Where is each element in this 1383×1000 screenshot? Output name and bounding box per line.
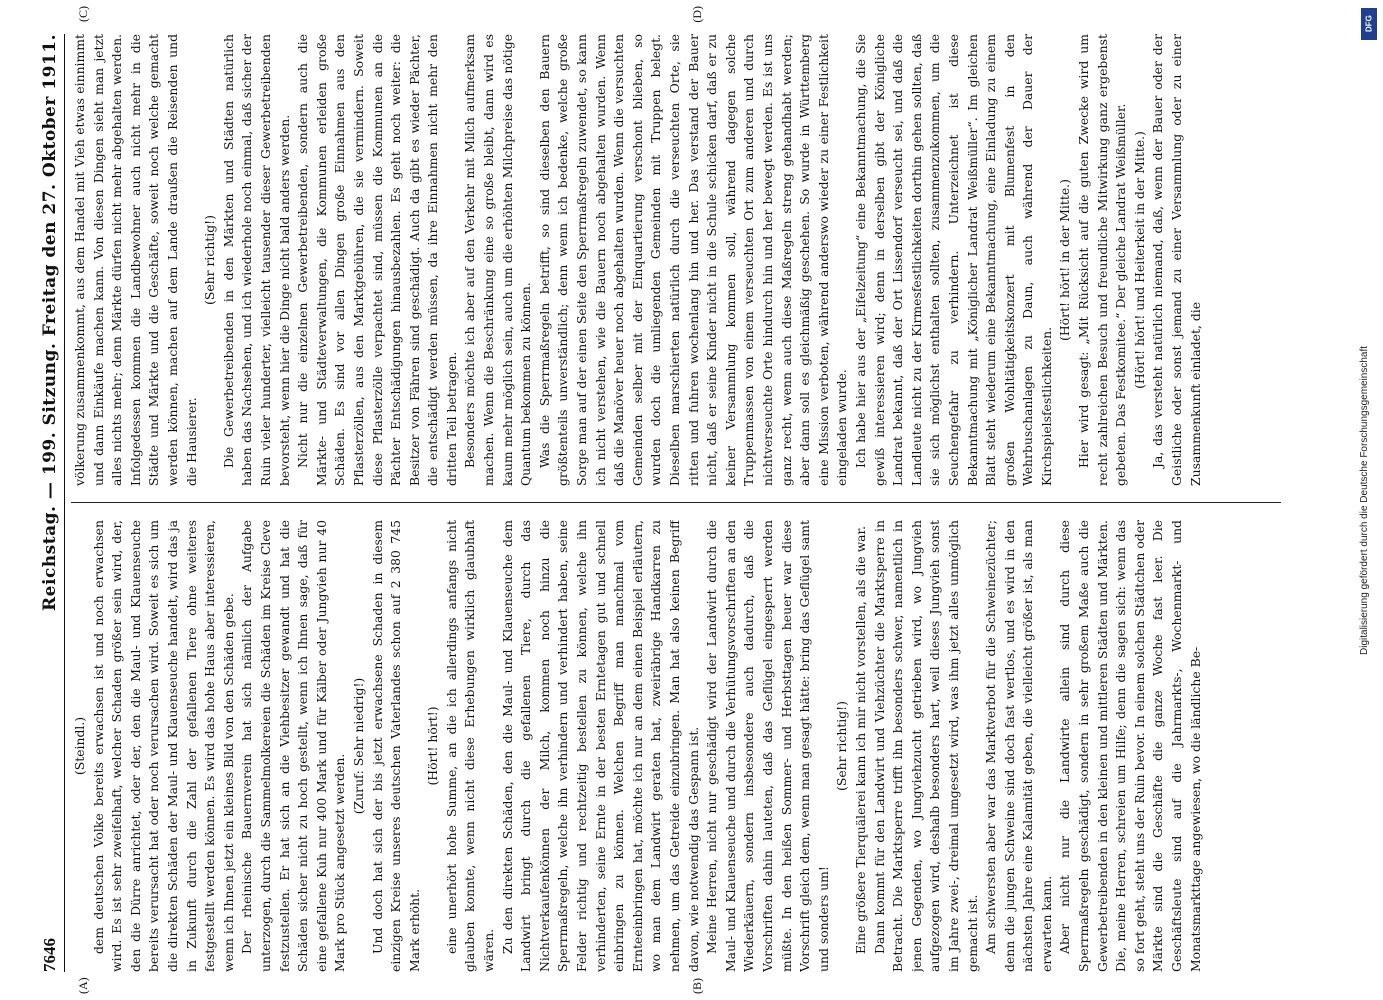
margin-marker-c: (C) — [76, 6, 90, 22]
left-column-paragraph: (Zuruf: Sehr niedrig!) — [350, 677, 366, 815]
digitization-note: Digitalisierung gefördert durch die Deutsche Forschungsgemeinschaft — [1359, 345, 1370, 655]
left-column-paragraph: Eine größere Tierquälerei kann ich mir nicht vorstellen, als die war. — [852, 525, 868, 954]
page-title: Reichstag. — 199. Sitzung. Freitag den 27. Oktober 1911. — [40, 34, 60, 611]
text-columns — [71, 34, 1281, 972]
left-column-paragraph: (Sehr richtig!) — [834, 701, 850, 791]
left-column-paragraph: Und doch hat sich der bis jetzt erwachsene Schaden in diesem einzigen Kreise unseres deutschen Vaterlandes schon auf 2 380 745 Mark erhöht. — [369, 520, 422, 972]
left-column-paragraph: Am schwersten aber war das Marktverbot für die Schweinezüchter; denn die jungen Schweine sind doch fast wertlos, und es wird in den nächsten Jahre eine Kalamität geben, die vielleicht größer ist, als man erwarten kann. — [983, 520, 1054, 972]
margin-marker-b: (B) — [690, 978, 704, 994]
right-column-paragraph: Nicht nur die einzelnen Gewerbetreibenden, sondern auch die Märkte- und Städteverwaltungen, die Kommunen erleiden große Schäden. Es sind vor allen Dingen große Einnahmen aus den Pflasterzöllen, aus den Marktgebühren, die sie vermindern. Soweit diese Pflasterzölle verpachtet sind, müssen die Kommunen an die Pächter Entschädigungen hinausbezahlen. Es geht noch weiter: die Besitzer von Fähren sind geschädigt. Auch da gibt es wieder Pächter, die entschädigt werden müssen, da ihre Einnahmen nicht mehr den dritten Teil betragen. — [295, 34, 459, 486]
right-column-paragraph: Ja, das versteht natürlich niemand, daß, wenn der Bauer oder der Geistliche oder sonst jemand zu einer Versammlung oder zu einer Zusammenkunft einladet, die — [1150, 34, 1203, 486]
margin-marker-d: (D) — [690, 6, 704, 23]
left-column-paragraph: dem deutschen Volke bereits erwachsen ist und noch erwachsen wird. Es ist sehr zweifelhaft, welcher Schaden größer sein wird, der, den die Dürre anrichtet, oder der, den die Maul- und Klauenseuche bereits verursacht hat oder noch verursachen wird. Soweit es sich um die direkten Schäden der Maul- und Klauenseuche handelt, wird das ja in Zukunft durch die Zahl der gefallenen Tiere ohne weiteres festgestellt werden können. Es wird das hohe Haus aber interessieren, wenn ich Ihnen jetzt ein kleines Bild von den Schäden gebe. — [90, 520, 236, 972]
left-column-paragraph: (Hört! hört!) — [425, 706, 441, 786]
right-column-paragraph: völkerung zusammenkommt, aus dem Handel mit Vieh etwas einnimmt und dann Einkäufe machen kann. Von diesen Dingen sieht man jetzt alles nichts mehr; denn Märkte dürfen nicht mehr abgehalten werden. Infolgedessen kommen die Landbewohner auch nicht mehr in die Städte und Märkte und die Geschäfte, soweit noch welche gemacht werden können, machen auf dem Lande draußen die Reisenden und die Hausierer. — [72, 34, 199, 486]
left-column-paragraph: Dann kommt für den Landwirt und Viehzüchter die Marktsperre in Betracht. Die Marktsperre trifft ihn besonders schwer, namentlich in jenen Gegenden, wo Jungviehzucht getrieben wird, wo Jungvieh aufgezogen wird, deshalb besonders hart, weil dieses Jungvieh sonst im Jahre zwei-, dreimal umgesetzt wird, was ihm jetzt alles unmöglich gemacht ist. — [871, 520, 980, 972]
left-column-paragraph: Der rheinische Bauernverein hat sich nämlich der Aufgabe unterzogen, durch die Sammelmolkereien die Schäden im Kreise Cleve festzustellen. Er hat sich an die Viehbesitzer gewandt und hat die Schäden sicher nicht zu hoch gestellt, wenn ich Ihnen sage, daß für eine gefallene Kuh nur 400 Mark und für Kälber oder Jungvieh nur 40 Mark pro Stück angesetzt werden. — [239, 520, 348, 972]
right-column-paragraph: Was die Sperrmaßregeln betrifft, so sind dieselben den Bauern größtenteils unverständlich; denn wenn ich bedenke, welche große Sorge man auf der einen Seite den Sperrmaßregeln zuwendet, so kann ich nicht verstehen, wie die Bauern noch abgehalten wurden. Wenn daß die Manöver heuer noch abgehalten wurden. Wenn die versuchten Gemeinden selber mit der Einquartierung verschont blieben, so wurden doch die umliegenden Gemeinden mit Truppen belegt. Dieselben marschierten natürlich durch die verseuchten Orte, sie ritten und fuhren wochenlang hin und her. Das verstand der Bauer nicht, daß er seine Kinder nicht in die Schule schicken darf, daß er zu keiner Versammlung kommen soll, während dagegen solche Truppenmassen von einem verseuchten Ort zum anderen und durch nichtverseuchte Orte hindurch hin und her bewegt werden. Es ist uns ganz recht, wenn auch diese Maßregeln streng gehandhabt werden; aber dann soll es gleichmäßig geschehen. So wurde in Württemberg eine Mission verboten, während anderswo wieder zu einer Festlichkeit eingeladen wurde. — [536, 34, 850, 486]
right-column-paragraph: Die Gewerbetreibenden in den Märkten und Städten natürlich haben das Nachsehen, und ich wiederhole noch einmal, daß sicher der Ruin vieler hunderter, vielleicht tausender dieser Gewerbetreibenden bevorsteht, wenn hier die Dinge nicht bald anders werden. — [220, 34, 292, 486]
page-header — [40, 34, 65, 972]
right-column-paragraph: (Hört! hört! in der Mitte.) — [1057, 179, 1073, 341]
page-number: 7646 — [40, 938, 59, 972]
column-divider — [71, 502, 1281, 503]
left-column — [71, 520, 1281, 972]
right-column-paragraph: Ich habe hier aus der „Eifelzeitung“ eine Bekanntmachung, die Sie gewiß interessieren wird; denn in derselben gibt der Königliche Landrat bekannt, daß der Ort Lissendorf verseucht sei, und daß die Landleute nicht zu der Kirmesfestlichkeiten dorthin gehen sollten, daß sie sich möglichst enthalten sollten, zusammenzukommen, um die Seuchengefahr zu verhindern. Unterzeichnet ist diese Bekanntmachung mit „Königlicher Landrat Weißmüller“. Im gleichen Blatt steht wiederum eine Bekanntmachung, eine Einladung zu einem großen Wohltätigkeitskonzert mit Blumenfest in den Wehrbuschanlagen zu Daun, auch während der Dauer der Kirchspielsfestlichkeiten. — [852, 34, 1054, 486]
left-column-paragraph: Zu den direkten Schäden, den die Maul- und Klauenseuche dem Landwirt bringt durch die gefallenen Tiere, durch das Nichtverkaufenkönnen der Milch, kommen noch hinzu die Sperrmaßregeln, welche ihn verhindern und verhindert haben, seine Felder richtig und rechtzeitig bestellen zu können, welche ihn verhinderten, seine Ernte in der besten Erntetagen gut und schnell einbringen zu können. Welchen Begriff man manchmal vom Ernteeinbringen hat, möchte ich nur an dem einen Beispiel erläutern, wo man dem Landwirt geraten hat, zweiräbrige Handkarren zu nehmen, um das Getreide einzubringen. Man hat also keinen Begriff davon, wie notwendig das Gespann ist. — [499, 520, 701, 972]
left-column-paragraph: (Steindl.) — [72, 716, 87, 776]
dfg-logo: DFG — [1361, 8, 1377, 40]
right-column-paragraph: (Hört! hört! und Heiterkeit in der Mitte.) — [1131, 131, 1147, 389]
right-column-paragraph: Hier wird gesagt: „Mit Rücksicht auf die guten Zwecke wird um recht zahlreichen Besuch und freundliche Mitwirkung ganz ergebenst gebeten. Das Festkomitee.“ Der gleiche Landrat Weißmüller. — [1076, 34, 1129, 486]
margin-marker-a: (A) — [76, 977, 90, 994]
left-column-paragraph: eine unerhört hohe Summe, an die ich allerdings anfangs nicht glauben konnte, wenn nicht diese Erhebungen wirklich glaubhaft wären. — [443, 520, 497, 972]
left-column-paragraph: Meine Herren, nicht nur geschädigt wird der Landwirt durch die Maul- und Klauenseuche und durch die Verhütungsvorschriften an den Wiederkäuern, sondern insbesondere auch dadurch, daß die Vorschriften dahin lauteten, daß das Geflügel eingesperrt werden müßte. In den heißen Sommer- und Herbsttagen heuer war diese Vorschrift gleich dem, wenn man gesagt hätte: bring das Geflügel samt und sonders um! — [704, 520, 831, 972]
left-column-paragraph: Aber nicht nur die Landwirte allein sind durch diese Sperrmaßregeln geschädigt, sondern in sehr großem Maße auch die Gewerbetreibenden in den kleinen und mittleren Städten und Märkten. Die, meine Herren, schreien um Hilfe; denn die sagen sich: wenn das so fort geht, steht uns der Ruin bevor. In einem solchen Städtchen oder Märkte sind die Geschäfte die ganze Woche fast leer. Die Geschäftsleute sind auf die Jahrmarkts-, Wochenmarkt- und Monatsmarkttage angewiesen, wo die ländliche Be- — [1057, 520, 1203, 972]
right-column-paragraph: (Sehr richtig!) — [202, 215, 218, 305]
right-column-paragraph: Besonders möchte ich aber auf den Verkehr mit Milch aufmerksam machen. Wenn die Beschränkung eine so große bleibt, dann wird es kaum mehr möglich sein, auch um die erhöhten Milchpreise das nötige Quantum bekommen zu können. — [462, 34, 534, 486]
right-column — [71, 34, 1281, 486]
